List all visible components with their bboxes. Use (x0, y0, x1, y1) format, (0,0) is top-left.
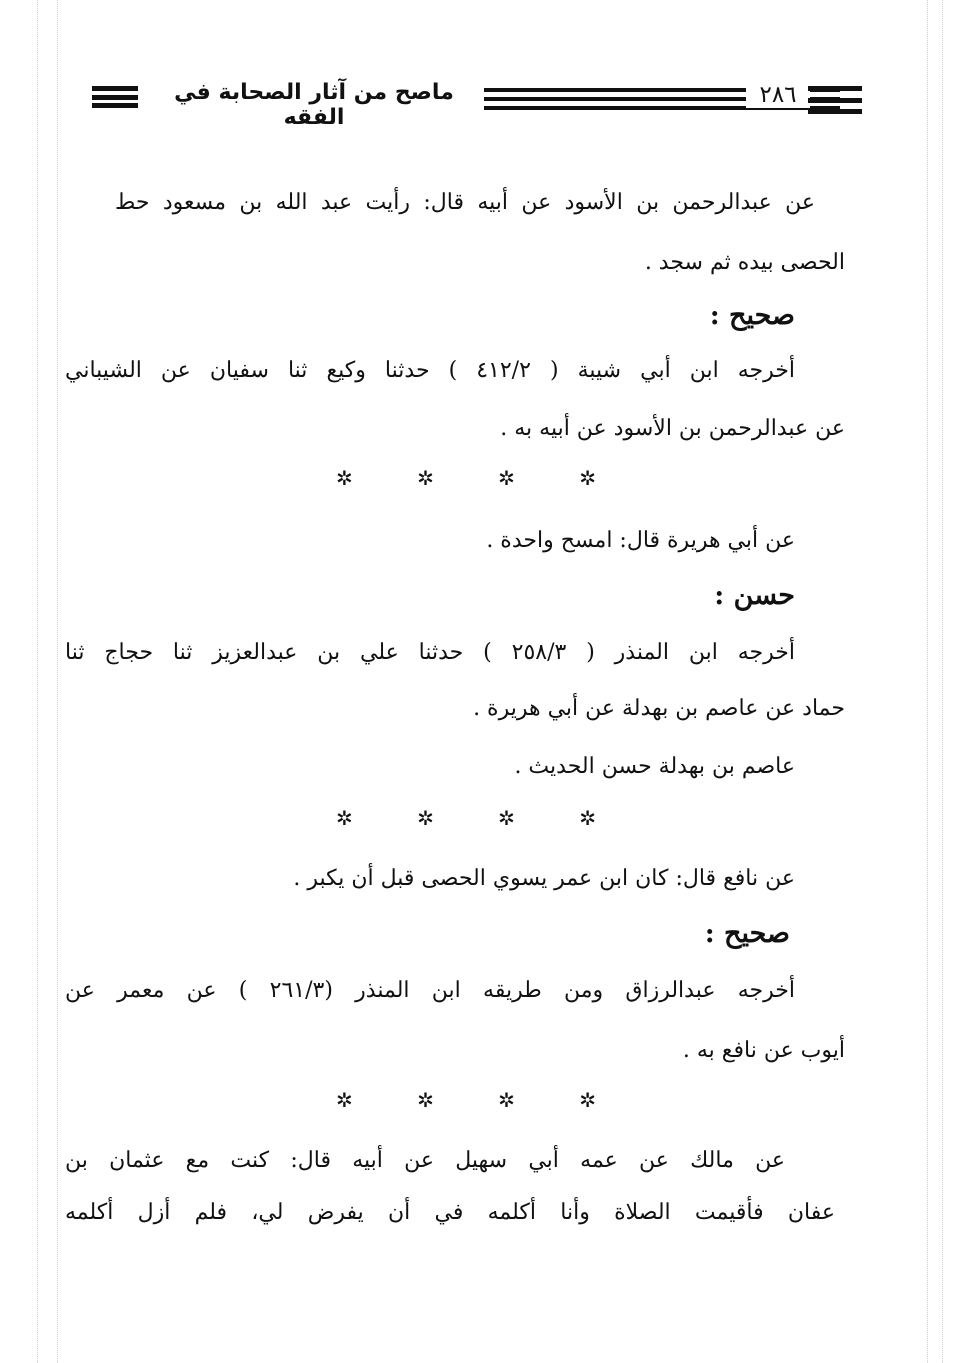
header-rule-right (808, 86, 862, 114)
margin-guide (942, 0, 943, 1363)
star-ornament-icon: ✲ (336, 466, 353, 490)
text-line: عفان فأقيمت الصلاة وأنا أكلمه في أن يفرض لي، فلم أزل أكلمه (65, 1200, 835, 1225)
text-line: أخرجه عبدالرزاق ومن طريقه ابن المنذر (٢٦١/٣ ) عن معمر عن (65, 978, 795, 1003)
star-ornament-icon: ✲ (579, 466, 596, 490)
header-rule-left (92, 86, 138, 108)
text-line: أخرجه ابن أبي شيبة ( ٤١٢/٢ ) حدثنا وكيع ثنا سفيان عن الشيباني (65, 358, 796, 383)
running-title: ماصح من آثار الصحابة في الفقه (174, 80, 454, 130)
margin-guide (37, 0, 38, 1363)
margin-guide (57, 0, 58, 1363)
running-header (92, 80, 862, 130)
star-ornament-icon: ✲ (417, 466, 434, 490)
text-line: عن أبي هريرة قال: امسح واحدة . (486, 528, 795, 553)
star-ornament-icon: ✲ (417, 1088, 434, 1112)
section-separator (336, 1088, 596, 1112)
text-line: عن نافع قال: كان ابن عمر يسوي الحصى قبل أن يكبر . (293, 866, 795, 891)
text-line: عن عبدالرحمن بن الأسود عن أبيه به . (500, 416, 845, 441)
text-line: حماد عن عاصم بن بهدلة عن أبي هريرة . (473, 696, 845, 721)
grading-heading: صحيح : (709, 300, 795, 331)
text-line: عن عبدالرحمن بن الأسود عن أبيه قال: رأيت عبد الله بن مسعود حط (115, 190, 815, 215)
star-ornament-icon: ✲ (498, 806, 515, 830)
page-number: ٢٨٦ (746, 82, 810, 108)
text-line: أخرجه ابن المنذر ( ٢٥٨/٣ ) حدثنا علي بن عبدالعزيز ثنا حجاج ثنا (65, 640, 795, 665)
star-ornament-icon: ✲ (498, 1088, 515, 1112)
text-line: عن مالك عن عمه أبي سهيل عن أبيه قال: كنت مع عثمان بن (65, 1148, 785, 1173)
star-ornament-icon: ✲ (579, 806, 596, 830)
star-ornament-icon: ✲ (336, 1088, 353, 1112)
grading-heading: صحيح : (704, 918, 790, 949)
star-ornament-icon: ✲ (579, 1088, 596, 1112)
margin-guide (927, 0, 928, 1363)
star-ornament-icon: ✲ (417, 806, 434, 830)
section-separator (336, 466, 596, 490)
text-line: عاصم بن بهدلة حسن الحديث . (514, 754, 795, 779)
star-ornament-icon: ✲ (498, 466, 515, 490)
text-line: أيوب عن نافع به . (682, 1038, 845, 1063)
star-ornament-icon: ✲ (336, 806, 353, 830)
grading-heading: حسن : (714, 580, 795, 611)
text-line: الحصى بيده ثم سجد . (644, 250, 845, 275)
section-separator (336, 806, 596, 830)
